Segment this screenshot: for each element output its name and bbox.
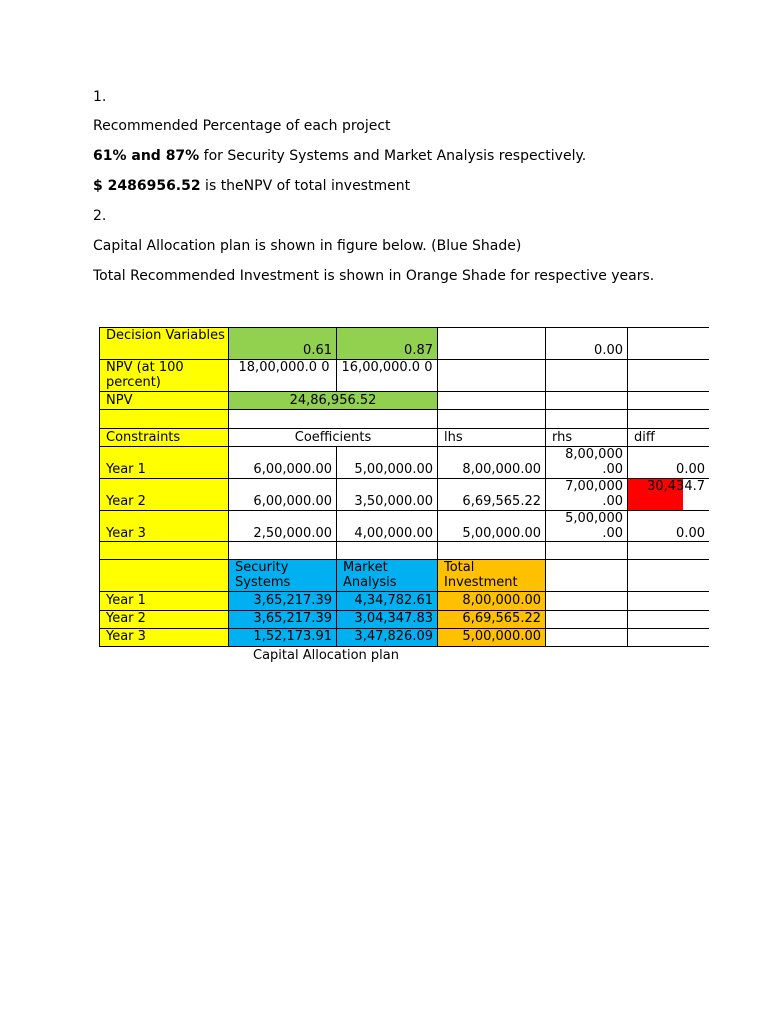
constraint-year-1-lhs: 8,00,000.00: [462, 462, 541, 477]
grid-line: [99, 591, 709, 592]
plan-year-3-security: 1,52,173.91: [253, 629, 332, 644]
constraint-year-3-lhs: 5,00,000.00: [462, 526, 541, 541]
rhs-header: rhs: [552, 430, 573, 445]
constraint-year-3-diff: 0.00: [676, 526, 705, 541]
plan-year-2-market: 3,04,347.83: [354, 611, 433, 626]
constraint-year-3-security: 2,50,000.00: [253, 526, 332, 541]
plan-year-2-total: 6,69,565.22: [462, 611, 541, 626]
coefficients-header: Coefficients: [294, 430, 372, 445]
constraint-year-2-lhs: 6,69,565.22: [462, 494, 541, 509]
npv-bold: $ 2486956.52: [93, 178, 201, 194]
plan-year-3-market: 3,47,826.09: [354, 629, 433, 644]
figure-caption: Capital Allocation plan: [253, 648, 400, 663]
plan-year-3-total: 5,00,000.00: [462, 629, 541, 644]
constraint-year-2-diff: 30,434.7: [647, 479, 705, 494]
decision-variables-label: Decision Variables: [106, 328, 225, 343]
plan-year-2-security: 3,65,217.39: [253, 611, 332, 626]
recommended-heading: Recommended Percentage of each project: [93, 118, 391, 134]
constraint-year-3-rhs: 5,00,000 .00: [565, 511, 623, 541]
constraint-year-1-market: 5,00,000.00: [354, 462, 433, 477]
dv-market-value: 0.87: [404, 343, 433, 358]
percentage-rest: for Security Systems and Market Analysis respectively.: [199, 148, 587, 164]
diff-header: diff: [634, 430, 655, 445]
grid-line: [99, 409, 709, 410]
percentage-bold: 61% and 87%: [93, 148, 200, 164]
constraint-year-1-security: 6,00,000.00: [253, 462, 332, 477]
plan-year-1-label: Year 1: [106, 593, 146, 608]
dv-extra-value: 0.00: [594, 343, 623, 358]
constraint-year-2-rhs: 7,00,000 .00: [565, 479, 623, 509]
grid-line: [336, 327, 337, 391]
grid-line: [99, 428, 709, 429]
npv-rest: is theNPV of total investment: [200, 178, 411, 194]
item-2-label: 2.: [93, 208, 107, 224]
plan-year-1-security: 3,65,217.39: [253, 593, 332, 608]
market-analysis-header: Market Analysis: [343, 560, 397, 590]
npv-100-label: NPV (at 100 percent): [106, 360, 184, 390]
constraint-year-1-label: Year 1: [106, 462, 146, 477]
constraint-year-3-label: Year 3: [106, 526, 146, 541]
plan-year-3-label: Year 3: [106, 629, 146, 644]
percentage-line: [93, 147, 586, 165]
npv-line: [93, 177, 410, 195]
plan-year-1-market: 4,34,782.61: [354, 593, 433, 608]
lhs-header: lhs: [444, 430, 463, 445]
grid-line: [99, 391, 709, 392]
npv-label: NPV: [106, 393, 133, 408]
total-investment-header: Total Investment: [444, 560, 518, 590]
constraint-year-1-diff: 0.00: [676, 462, 705, 477]
constraint-year-2-market: 3,50,000.00: [354, 494, 433, 509]
npv-100-market: 16,00,000.0 0: [341, 360, 433, 375]
npv-100-security: 18,00,000.0 0: [238, 360, 330, 375]
npv-value: 24,86,956.52: [289, 393, 377, 408]
grid-line: [99, 646, 709, 647]
capital-allocation-line: Capital Allocation plan is shown in figure below. (Blue Shade): [93, 238, 522, 254]
item-1-label: 1.: [93, 89, 107, 105]
constraint-year-1-rhs: 8,00,000 .00: [565, 447, 623, 477]
security-systems-header: Security Systems: [235, 560, 291, 590]
constraint-year-2-security: 6,00,000.00: [253, 494, 332, 509]
plan-year-2-label: Year 2: [106, 611, 146, 626]
total-investment-line: Total Recommended Investment is shown in Orange Shade for respective years.: [93, 268, 655, 284]
dv-security-value: 0.61: [303, 343, 332, 358]
constraint-year-3-market: 4,00,000.00: [354, 526, 433, 541]
constraints-label: Constraints: [106, 430, 181, 445]
constraint-year-2-label: Year 2: [106, 494, 146, 509]
plan-year-1-total: 8,00,000.00: [462, 593, 541, 608]
